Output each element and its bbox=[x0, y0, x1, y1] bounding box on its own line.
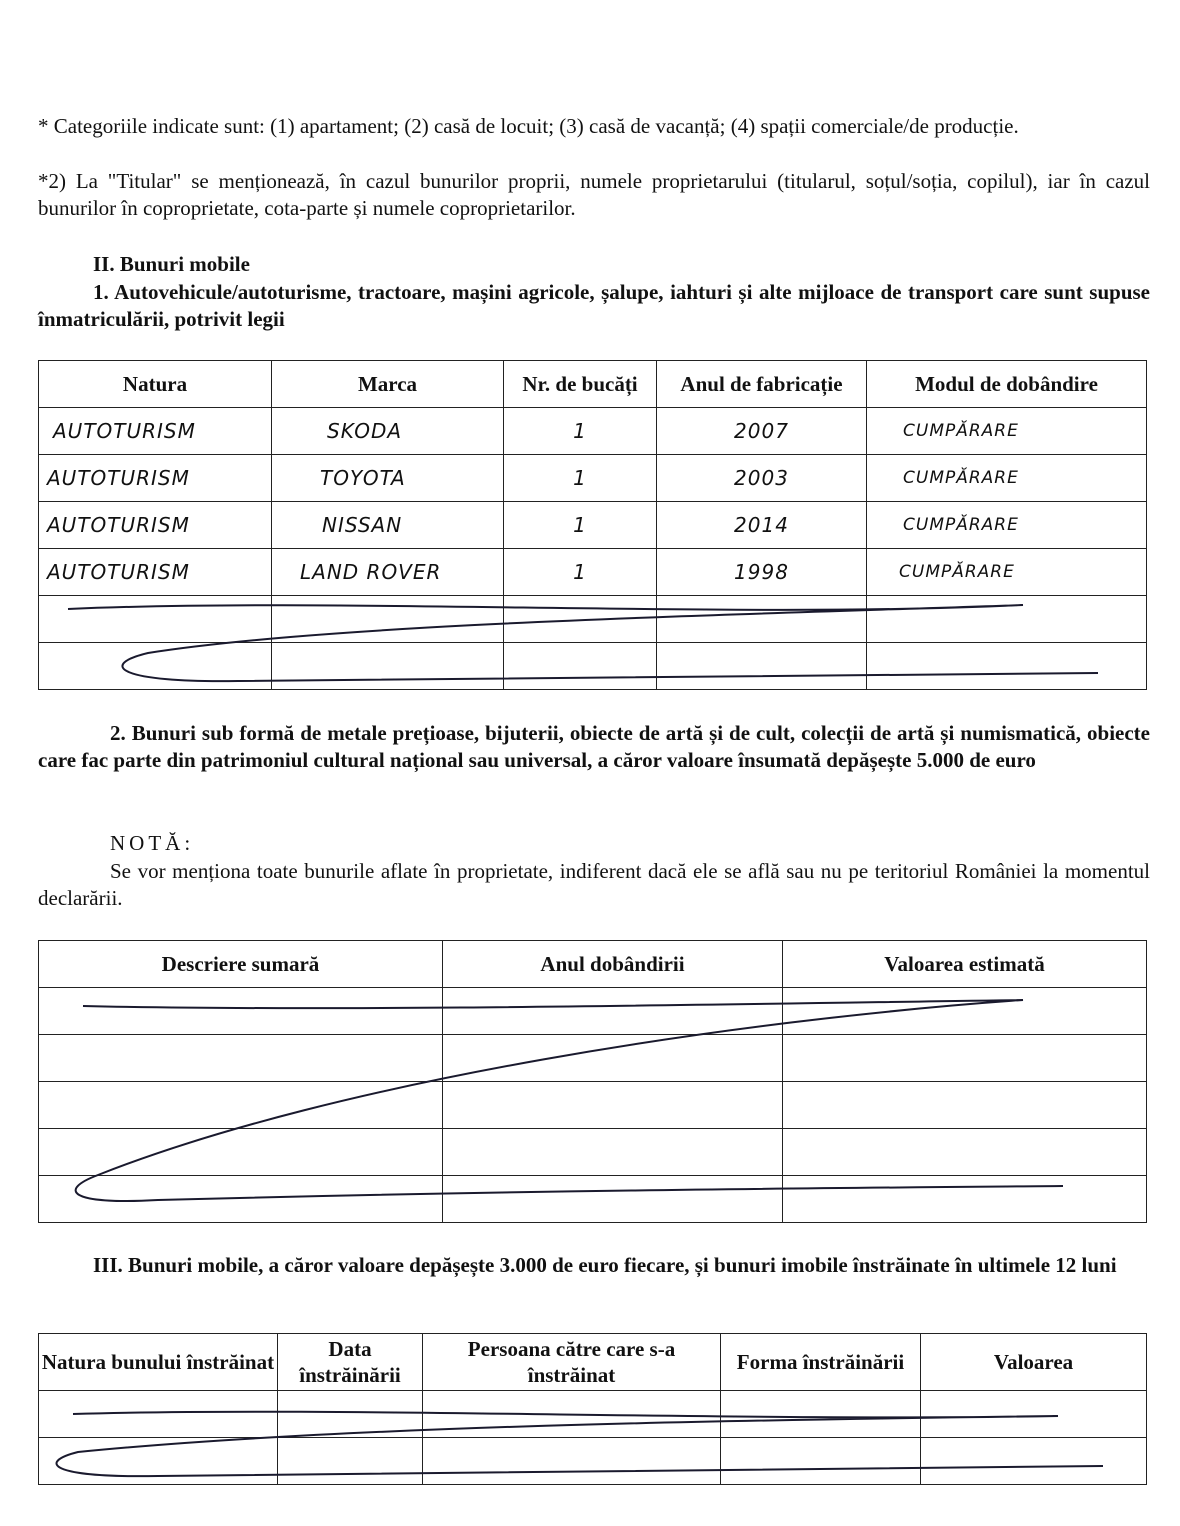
table-row-empty bbox=[39, 1438, 1147, 1485]
cell-nr: 1 bbox=[504, 502, 657, 549]
cell-natura: AUTOTURISM bbox=[39, 408, 272, 455]
cell-nr: 1 bbox=[504, 408, 657, 455]
cell-natura: AUTOTURISM bbox=[39, 549, 272, 596]
header-valoarea: Valoarea bbox=[921, 1334, 1147, 1391]
table-row-empty bbox=[39, 1391, 1147, 1438]
note-categories: * Categoriile indicate sunt: (1) apartament; (2) casă de locuit; (3) casă de vacanță; (4) spații comerciale/de producție. bbox=[38, 114, 1019, 138]
header-descriere: Descriere sumară bbox=[39, 941, 443, 988]
table-row-empty bbox=[39, 988, 1147, 1035]
header-marca: Marca bbox=[272, 361, 504, 408]
alienated-table bbox=[38, 1333, 1147, 1485]
table-row-empty bbox=[39, 596, 1147, 643]
header-mod-dobandire: Modul de dobândire bbox=[867, 361, 1147, 408]
cell-an: 2014 bbox=[657, 502, 867, 549]
section-heading-bunuri-mobile: II. Bunuri mobile bbox=[93, 252, 250, 276]
table-row-empty bbox=[39, 643, 1147, 690]
subsection-vehicles-title: 1. Autovehicule/autoturisme, tractoare, mașini agricole, șalupe, iahturi și alte mijloace de transport care sunt supuse înmatriculării, potrivit legii bbox=[38, 280, 1150, 331]
header-forma: Forma înstrăinării bbox=[721, 1334, 921, 1391]
cell-an: 2003 bbox=[657, 455, 867, 502]
table-row-empty bbox=[39, 1176, 1147, 1223]
cell-mod: CUMPĂRARE bbox=[867, 549, 1147, 596]
cell-marca: NISSAN bbox=[272, 502, 504, 549]
table-row-empty bbox=[39, 1035, 1147, 1082]
header-natura: Natura bbox=[39, 361, 272, 408]
header-an-dobandire: Anul dobândirii bbox=[443, 941, 783, 988]
header-nr-bucati: Nr. de bucăți bbox=[504, 361, 657, 408]
cell-mod: CUMPĂRARE bbox=[867, 408, 1147, 455]
cell-natura: AUTOTURISM bbox=[39, 455, 272, 502]
cell-an: 2007 bbox=[657, 408, 867, 455]
cell-nr: 1 bbox=[504, 549, 657, 596]
nota-text: Se vor menționa toate bunurile aflate în proprietate, indiferent dacă ele se află sau nu pe teritoriul României la momentul declarării. bbox=[38, 859, 1150, 910]
table-row-empty bbox=[39, 1082, 1147, 1129]
table-row bbox=[39, 502, 1147, 549]
subsection-valuables-title: 2. Bunuri sub formă de metale prețioase, bijuterii, obiecte de artă și de cult, colecții de artă și numismatică, obiecte care fac parte din patrimoniul cultural național sau universal, a căror valoare însumată depășește 5.000 de euro bbox=[38, 721, 1150, 772]
cell-an: 1998 bbox=[657, 549, 867, 596]
table-row bbox=[39, 455, 1147, 502]
table-row bbox=[39, 549, 1147, 596]
cell-nr: 1 bbox=[504, 455, 657, 502]
valuables-table bbox=[38, 940, 1147, 1223]
header-data-instrainarii: Data înstrăinării bbox=[278, 1334, 423, 1391]
cell-marca: TOYOTA bbox=[272, 455, 504, 502]
table-row-empty bbox=[39, 1129, 1147, 1176]
header-natura-bunului: Natura bunului înstrăinat bbox=[39, 1334, 278, 1391]
note-titular: *2) La "Titular" se menționează, în cazul bunurilor proprii, numele proprietarului (titularul, soțul/soția, copilul), iar în cazul bunurilor în coproprietate, cota-parte și numele coproprietarilor. bbox=[38, 169, 1150, 220]
cell-natura: AUTOTURISM bbox=[39, 502, 272, 549]
cell-marca: SKODA bbox=[272, 408, 504, 455]
header-persoana: Persoana către care s-a înstrăinat bbox=[423, 1334, 721, 1391]
vehicles-table bbox=[38, 360, 1147, 690]
cell-mod: CUMPĂRARE bbox=[867, 455, 1147, 502]
cell-mod: CUMPĂRARE bbox=[867, 502, 1147, 549]
header-an-fabricatie: Anul de fabricație bbox=[657, 361, 867, 408]
table-row bbox=[39, 408, 1147, 455]
cell-marca: LAND ROVER bbox=[272, 549, 504, 596]
header-valoare-estimata: Valoarea estimată bbox=[783, 941, 1147, 988]
section-heading-instrainate: III. Bunuri mobile, a căror valoare depășește 3.000 de euro fiecare, și bunuri imobile înstrăinate în ultimele 12 luni bbox=[93, 1253, 1117, 1277]
nota-title: NOTĂ: bbox=[110, 831, 195, 855]
